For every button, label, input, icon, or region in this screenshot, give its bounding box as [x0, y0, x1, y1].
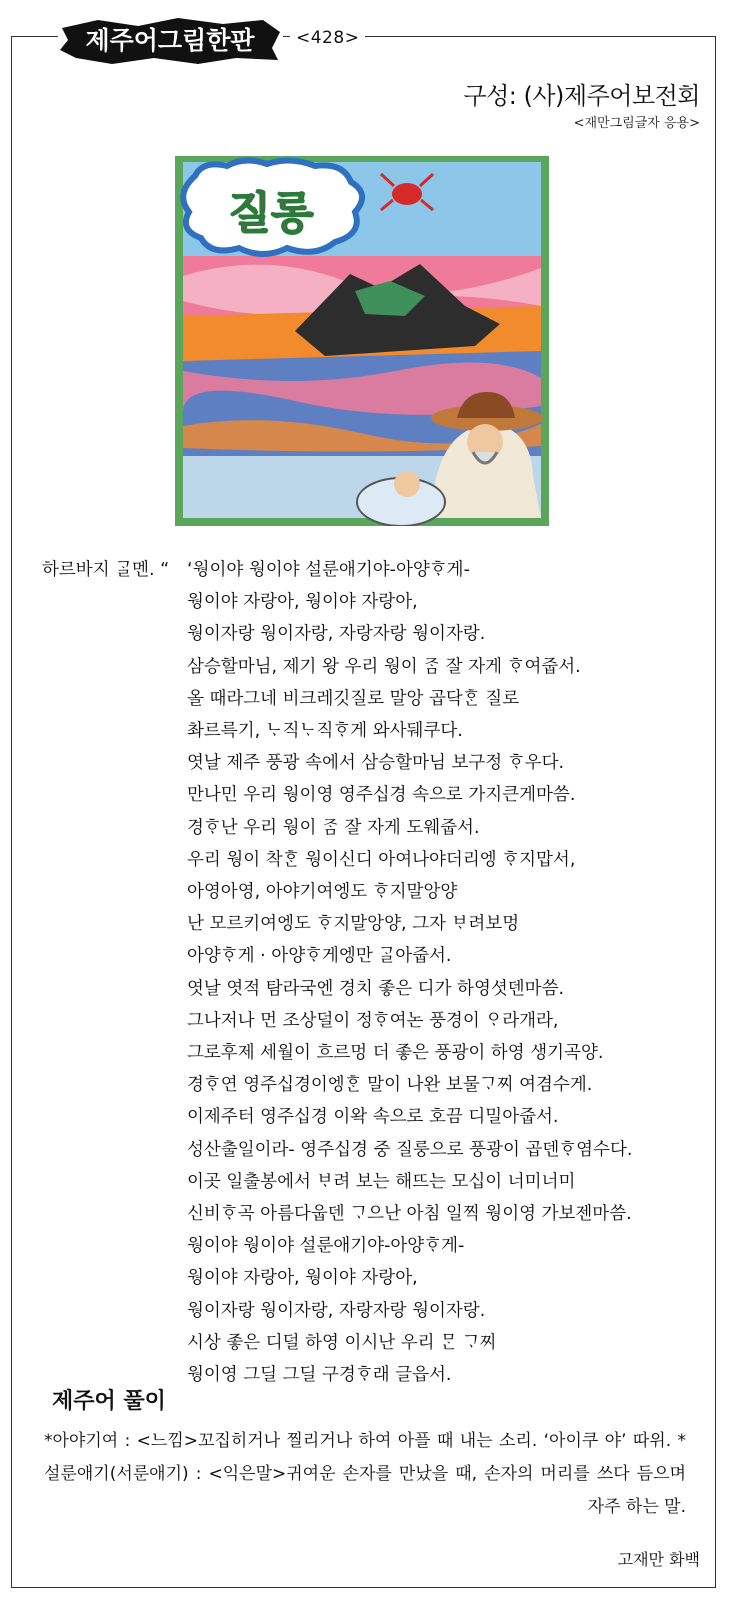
- poem-line: 그나저나 먼 조상덜이 정ᄒᆞ여논 풍경이 ᄋᆞ라개라,: [187, 1010, 559, 1031]
- glossary-text: *아야기여 : <느낌>꼬집히거나 찔리거나 하여 아플 때 내는 소리. ‘아이쿠 야’ 따위. *설룬애기(서룬애기) : <익은말>귀여운 손자를 만났을 때, 손자의 머리를 쓰다 듬으며 자주 하는 말.: [44, 1431, 686, 1517]
- poem-line: 웡이영 그딜 그딜 구경ᄒᆞ래 글읍서.: [187, 1365, 452, 1386]
- painting-image: [175, 156, 549, 526]
- poem-line: 이곳 일출봉에서 ᄇᆞ려 보는 해뜨는 모십이 너미너미: [187, 1171, 576, 1192]
- poem: [42, 554, 702, 1391]
- poem-line: 우리 웡이 착ᄒᆞᆫ 웡이신디 아여나야더리엥 ᄒᆞ지맙서,: [187, 849, 576, 870]
- poem-line: 난 모르키여엥도 ᄒᆞ지말앙양, 그자 ᄇᆞ려보멍: [187, 914, 520, 935]
- poem-line: 엿날 엿적 탐라국엔 경치 좋은 디가 하영셧덴마씀.: [187, 978, 565, 999]
- poem-line: 그로후제 세월이 흐르멍 더 좋은 풍광이 하영 생기곡양.: [187, 1043, 604, 1064]
- poem-speaker: 하르바지 ᄀᆞᆯ멘. “: [42, 560, 170, 580]
- poem-line: 엿날 제주 풍광 속에서 삼승할마님 보구정 ᄒᆞ우다.: [187, 753, 565, 774]
- poem-line: 올 때라그네 비크레깃질로 말앙 곱닥ᄒᆞᆫ 질로: [187, 688, 520, 709]
- series-logo: [58, 14, 283, 66]
- poem-line: 만나민 우리 웡이영 영주십경 속으로 가지큰게마씀.: [187, 785, 576, 806]
- poem-line: 시상 좋은 디덜 하영 이시난 우리 ᄆᆞᆫ ᄀᆞ찌: [187, 1332, 497, 1353]
- illustration: [175, 156, 549, 526]
- illustration-title: 질롱: [228, 188, 314, 239]
- glossary-heading: 제주어 풀이: [52, 1389, 166, 1414]
- poem-line: 아영아영, 아야기여엥도 ᄒᆞ지말앙양: [187, 882, 458, 903]
- credit-line: 구성: (사)제주어보전회: [463, 82, 700, 110]
- poem-line: 경ᄒᆞ난 우리 웡이 ᄌᆞᆷ 잘 자게 도웨줍서.: [187, 817, 480, 838]
- poem-line: 삼승할마님, 제기 왕 우리 웡이 ᄌᆞᆷ 잘 자게 ᄒᆞ여줍서.: [187, 656, 581, 677]
- poem-line: 촤르륵기, ᄂᆞ직ᄂᆞ직ᄒᆞ게 와사뒈쿠다.: [187, 721, 463, 742]
- poem-line: 웡이야 자랑아, 웡이야 자랑아,: [187, 592, 418, 613]
- poem-line: ‘웡이야 웡이야 설룬애기야-아양ᄒᆞ게-: [187, 560, 470, 580]
- source-note: <재만그림글자 응용>: [573, 116, 700, 131]
- poem-lines: [187, 554, 702, 1391]
- issue-number: <428>: [290, 24, 365, 52]
- poem-line: 웡이야 자랑아, 웡이야 자랑아,: [187, 1268, 418, 1289]
- poem-line: 웡이자랑 웡이자랑, 자랑자랑 웡이자랑.: [187, 624, 486, 645]
- logo-text: 제주어그림한판: [85, 26, 255, 55]
- poem-line: 웡이야 웡이야 설룬애기야-아양ᄒᆞ게-: [187, 1236, 465, 1257]
- poem-line: 웡이자랑 웡이자랑, 자랑자랑 웡이자랑.: [187, 1300, 486, 1321]
- poem-line: 성산출일이라- 영주십경 중 질룽으로 풍광이 곱덴ᄒᆞ염수다.: [187, 1139, 633, 1160]
- artist-credit: 고재만 화백: [617, 1550, 700, 1569]
- poem-line: 아양ᄒᆞ게 · 아양ᄒᆞ게엥만 ᄀᆞᆯ아줍서.: [187, 946, 452, 967]
- poem-line: 신비ᄒᆞ곡 아름다웁덴 ᄀᆞ으난 아침 일찍 웡이영 가보젠마씀.: [187, 1204, 632, 1225]
- poem-line: 경ᄒᆞ연 영주십경이엥ᄒᆞᆫ 말이 나완 보물ᄀᆞ찌 여겸수게.: [187, 1075, 593, 1096]
- poem-line: 이제주터 영주십경 이왁 속으로 호끔 디밀아줍서.: [187, 1107, 559, 1128]
